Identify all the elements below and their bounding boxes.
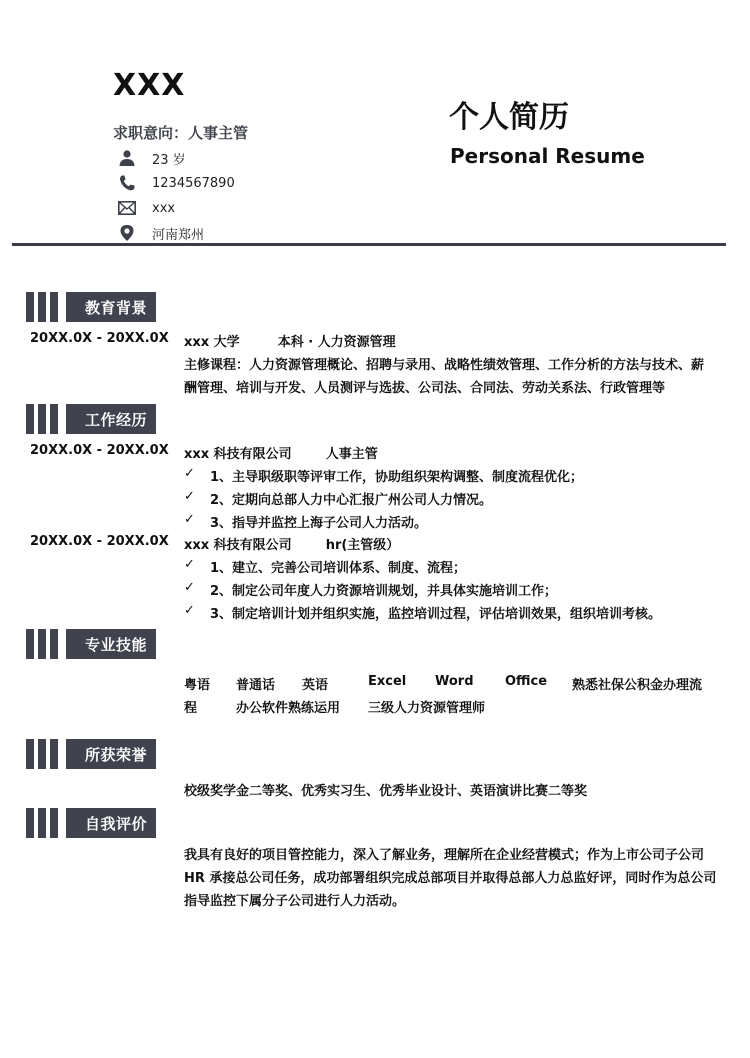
location-text: 河南郑州 [152,227,205,243]
resume-title-cn: 个人简历 [449,100,569,135]
decor-bar [50,808,58,838]
resume-title-en: Personal Resume [450,144,645,168]
section-title: 教育背景 [66,292,156,322]
skill-item: 普通话 [236,678,276,693]
skill-item: 熟悉社保公积金办理流 [572,678,703,693]
check-icon: ✓ [184,603,195,618]
job-position: hr(主管级） [325,538,400,553]
degree-major: 本科 · 人力资源管理 [277,335,396,350]
decor-bar [38,404,46,434]
company-name: xxx 科技有限公司 [184,447,292,462]
section-self-eval-heading [26,808,156,838]
decor-bar [50,739,58,769]
decor-bar [38,292,46,322]
skill-item: 三级人力资源管理师 [368,701,486,716]
phone-icon [118,174,136,192]
decor-bar [26,808,34,838]
check-icon: ✓ [184,580,195,595]
candidate-name: XXX [113,68,186,103]
skill-item: 粤语 [184,678,211,693]
decor-bar [50,292,58,322]
check-icon: ✓ [184,557,195,572]
skill-item: Office [505,674,548,689]
email-text: xxx [152,200,176,216]
check-icon: ✓ [184,512,195,527]
decor-bar [26,629,34,659]
education-date: 20XX.0X - 20XX.0X [30,331,169,346]
section-title: 所获荣誉 [66,739,156,769]
info-location [118,222,204,244]
skill-item: 办公软件熟练运用 [236,701,341,716]
skill-item: Word [435,674,474,689]
skill-item: Excel [368,674,407,689]
job-title-line [184,443,378,462]
education-courses-line2: 酬管理、培训与开发、人员测评与选拔、公司法、合同法、劳动关系法、行政管理等 [184,381,666,396]
duty-item: ✓ 2、定期向总部人力中心汇报广州公司人力情况。 [184,489,493,508]
section-work-heading [26,404,156,434]
decor-bar [38,629,46,659]
section-education-heading [26,292,156,322]
duty-item: ✓ 1、建立、完善公司培训体系、制度、流程； [184,557,467,576]
job-intent: 求职意向：人事主管 [113,124,249,142]
age-text: 23 岁 [152,152,186,168]
honors-text: 校级奖学金二等奖、优秀实习生、优秀毕业设计、英语演讲比赛二等奖 [184,784,588,799]
job-title-line [184,534,399,553]
section-title: 工作经历 [66,404,156,434]
school-name: xxx 大学 [184,335,240,350]
duty-item: ✓ 1、主导职级职等评审工作，协助组织架构调整、制度流程优化； [184,466,584,485]
self-eval-text: 我具有良好的项目管控能力，深入了解业务，理解所在企业经营模式；作为上市公司子公司HR 承接总公司任务，成功部署组织完成总部项目并取得总部人力总监好评，同时作为总公司指导监控下属分子公司进行人力活动。 [184,848,717,909]
skill-item: 英语 [302,678,329,693]
decor-bar [26,739,34,769]
job-date: 20XX.0X - 20XX.0X [30,443,169,458]
education-courses-line1: 主修课程：人力资源管理概论、招聘与录用、战略性绩效管理、工作分析的方法与技术、薪 [184,358,705,373]
section-honors-heading [26,739,156,769]
decor-bar [50,629,58,659]
person-icon [118,149,136,167]
duty-item: ✓ 3、指导并监控上海子公司人力活动。 [184,512,428,531]
skill-item: 程 [184,701,198,716]
phone-text: 1234567890 [152,175,235,191]
info-email [118,197,175,219]
education-school-line [184,331,396,350]
job-date: 20XX.0X - 20XX.0X [30,534,169,549]
duty-item: ✓ 3、制定培训计划并组织实施，监控培训过程，评估培训效果，组织培训考核。 [184,603,662,622]
company-name: xxx 科技有限公司 [184,538,292,553]
section-title: 专业技能 [66,629,156,659]
header-divider [12,243,726,246]
section-skills-heading [26,629,156,659]
duty-item: ✓ 2、制定公司年度人力资源培训规划，并具体实施培训工作； [184,580,558,599]
info-age [118,147,186,169]
section-title: 自我评价 [66,808,156,838]
location-icon [118,224,136,242]
decor-bar [26,404,34,434]
decor-bar [38,808,46,838]
job-position: 人事主管 [325,447,378,462]
check-icon: ✓ [184,466,195,481]
decor-bar [38,739,46,769]
info-phone [118,172,235,194]
decor-bar [50,404,58,434]
decor-bar [26,292,34,322]
check-icon: ✓ [184,489,195,504]
mail-icon [118,199,136,217]
